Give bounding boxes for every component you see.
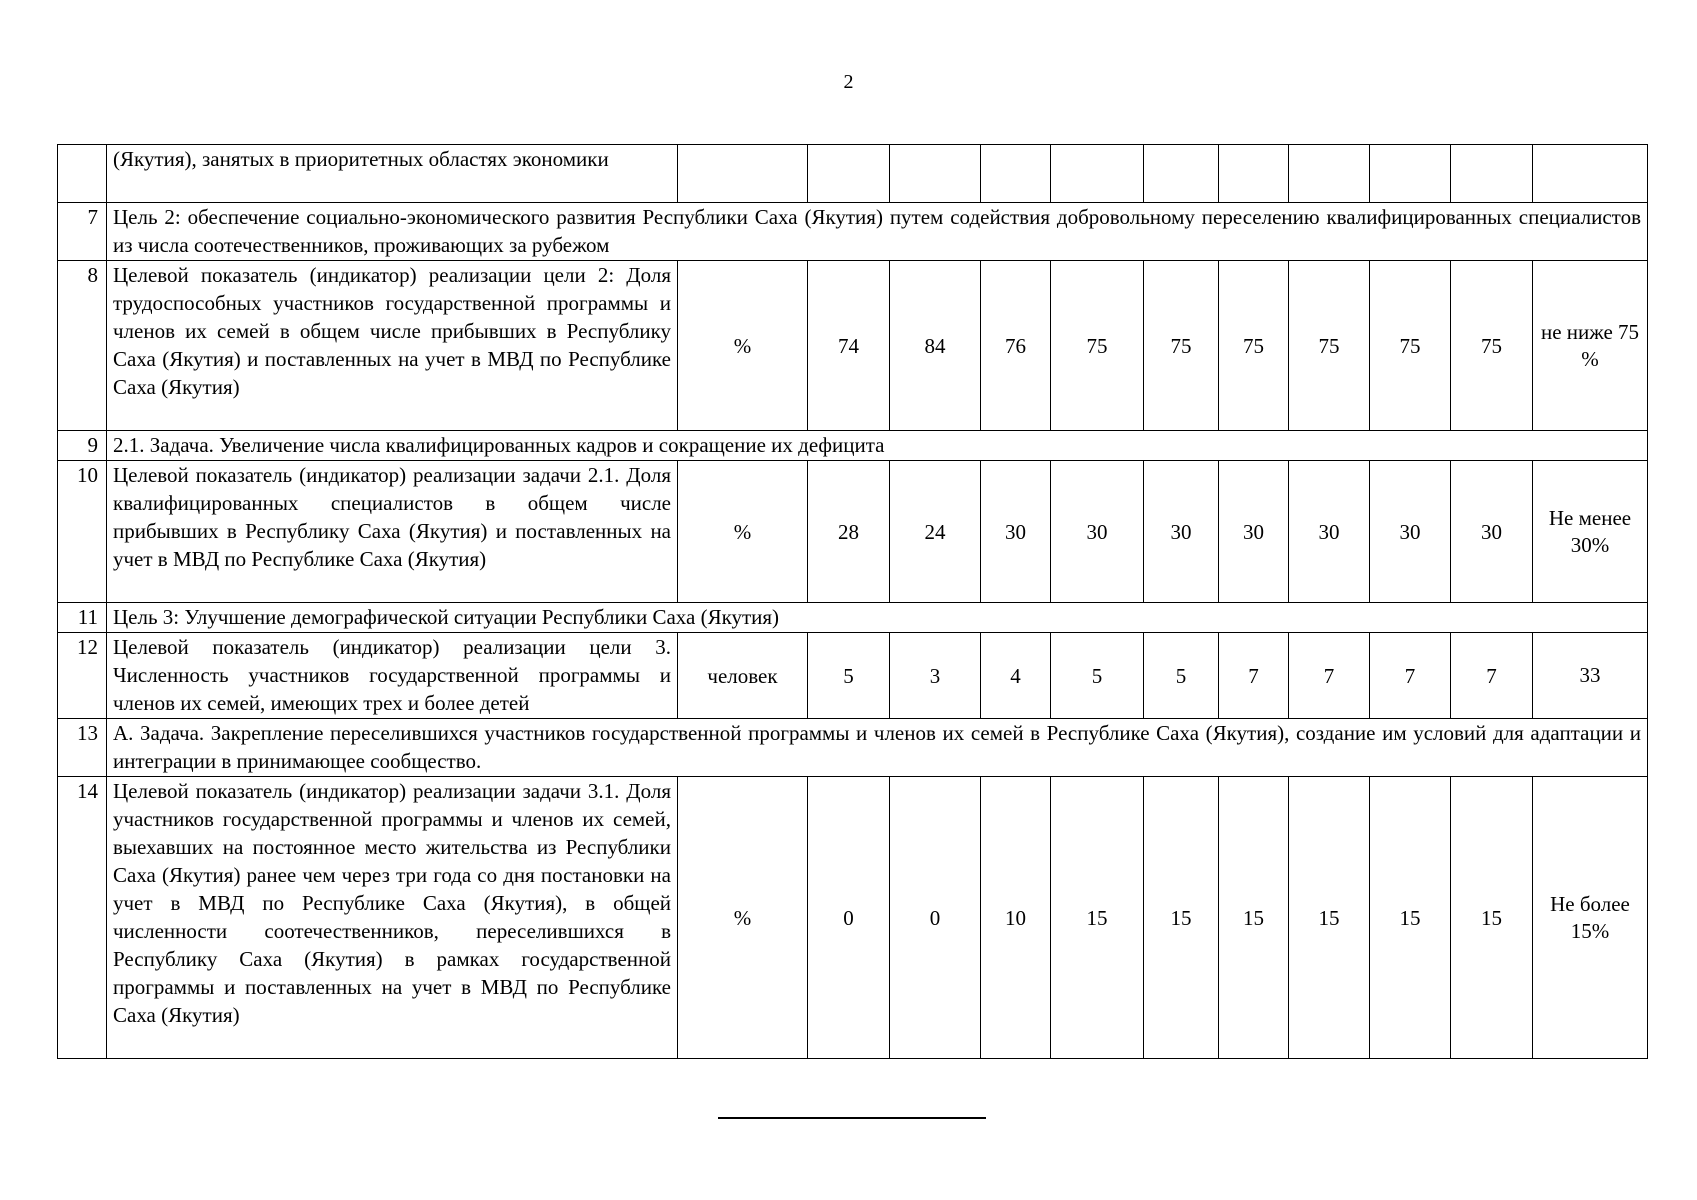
value-cell: 24 xyxy=(890,461,981,603)
total-cell: Не менее 30% xyxy=(1533,461,1648,603)
unit-cell: человек xyxy=(678,633,808,719)
row-number: 7 xyxy=(58,203,107,261)
value-cell: 30 xyxy=(1051,461,1144,603)
value-cell xyxy=(981,145,1051,203)
task-heading: А. Задача. Закрепление переселившихся участников государственной программы и членов их семей в Республике Саха (Якутия), создание им условий для адаптации и интеграции в принимающее сообщество. xyxy=(107,719,1648,777)
total-cell: Не более 15% xyxy=(1533,777,1648,1059)
table-row xyxy=(58,461,1648,603)
row-number xyxy=(58,145,107,203)
value-cell: 15 xyxy=(1289,777,1370,1059)
total-cell: не ниже 75 % xyxy=(1533,261,1648,431)
task-heading: 2.1. Задача. Увеличение числа квалифицированных кадров и сокращение их дефицита xyxy=(107,431,1648,461)
table-row xyxy=(58,603,1648,633)
table-row xyxy=(58,777,1648,1059)
value-cell: 7 xyxy=(1219,633,1289,719)
value-cell xyxy=(1289,145,1370,203)
value-cell: 84 xyxy=(890,261,981,431)
unit-cell: % xyxy=(678,461,808,603)
row-number: 11 xyxy=(58,603,107,633)
value-cell: 0 xyxy=(808,777,890,1059)
value-cell: 75 xyxy=(1219,261,1289,431)
value-cell xyxy=(1144,145,1219,203)
value-cell xyxy=(1370,145,1451,203)
table-row xyxy=(58,431,1648,461)
row-number: 12 xyxy=(58,633,107,719)
value-cell xyxy=(1451,145,1533,203)
row-number: 9 xyxy=(58,431,107,461)
value-cell: 15 xyxy=(1219,777,1289,1059)
goal-heading: Цель 3: Улучшение демографической ситуации Республики Саха (Якутия) xyxy=(107,603,1648,633)
table-row xyxy=(58,633,1648,719)
total-cell: 33 xyxy=(1533,633,1648,719)
indicator-description: Целевой показатель (индикатор) реализации задачи 3.1. Доля участников государственной программы и членов их семей, выехавших на постоянное место жительства из Республики Саха (Якутия) ранее чем через три года со дня постановки на учет в МВД по Республике Саха (Якутия), в общей численности соотечественников, переселившихся в Республику Саха (Якутия) в рамках государственной программы и поставленных на учет в МВД по Республике Саха (Якутия) xyxy=(107,777,678,1059)
row-number: 8 xyxy=(58,261,107,431)
goal-heading: Цель 2: обеспечение социально-экономического развития Республики Саха (Якутия) путем содействия добровольному переселению квалифицированных специалистов из числа соотечественников, проживающих за рубежом xyxy=(107,203,1648,261)
value-cell: 76 xyxy=(981,261,1051,431)
value-cell: 5 xyxy=(1051,633,1144,719)
table-row xyxy=(58,719,1648,777)
value-cell: 75 xyxy=(1051,261,1144,431)
value-cell: 7 xyxy=(1451,633,1533,719)
table-row xyxy=(58,203,1648,261)
value-cell: 75 xyxy=(1144,261,1219,431)
value-cell: 5 xyxy=(1144,633,1219,719)
value-cell: 30 xyxy=(981,461,1051,603)
value-cell xyxy=(1219,145,1289,203)
value-cell: 15 xyxy=(1144,777,1219,1059)
value-cell xyxy=(808,145,890,203)
value-cell: 15 xyxy=(1451,777,1533,1059)
value-cell: 30 xyxy=(1451,461,1533,603)
row-number: 13 xyxy=(58,719,107,777)
page-number: 2 xyxy=(843,71,854,93)
value-cell: 28 xyxy=(808,461,890,603)
table-row xyxy=(58,145,1648,203)
unit-cell: % xyxy=(678,777,808,1059)
value-cell: 30 xyxy=(1289,461,1370,603)
indicator-description: Целевой показатель (индикатор) реализации цели 2: Доля трудоспособных участников государственной программы и членов их семей в общем числе прибывших в Республику Саха (Якутия) и поставленных на учет в МВД по Республике Саха (Якутия) xyxy=(107,261,678,431)
value-cell: 7 xyxy=(1289,633,1370,719)
value-cell: 4 xyxy=(981,633,1051,719)
value-cell: 30 xyxy=(1370,461,1451,603)
value-cell: 75 xyxy=(1370,261,1451,431)
table-row xyxy=(58,261,1648,431)
value-cell xyxy=(890,145,981,203)
value-cell: 5 xyxy=(808,633,890,719)
value-cell: 7 xyxy=(1370,633,1451,719)
value-cell: 74 xyxy=(808,261,890,431)
indicator-description: (Якутия), занятых в приоритетных областях экономики xyxy=(107,145,678,203)
indicator-description: Целевой показатель (индикатор) реализации задачи 2.1. Доля квалифицированных специалистов в общем числе прибывших в Республику Саха (Якутия) и поставленных на учет в МВД по Республике Саха (Якутия) xyxy=(107,461,678,603)
total-cell xyxy=(1533,145,1648,203)
value-cell: 75 xyxy=(1289,261,1370,431)
row-number: 14 xyxy=(58,777,107,1059)
value-cell: 10 xyxy=(981,777,1051,1059)
value-cell: 30 xyxy=(1144,461,1219,603)
value-cell: 30 xyxy=(1219,461,1289,603)
value-cell: 0 xyxy=(890,777,981,1059)
value-cell: 15 xyxy=(1051,777,1144,1059)
footer-divider xyxy=(718,1117,986,1119)
value-cell: 3 xyxy=(890,633,981,719)
value-cell xyxy=(1051,145,1144,203)
value-cell: 15 xyxy=(1370,777,1451,1059)
unit-cell: % xyxy=(678,261,808,431)
unit-cell xyxy=(678,145,808,203)
value-cell: 75 xyxy=(1451,261,1533,431)
row-number: 10 xyxy=(58,461,107,603)
indicators-table xyxy=(57,144,1648,1059)
indicator-description: Целевой показатель (индикатор) реализации цели 3. Численность участников государственной программы и членов их семей, имеющих трех и более детей xyxy=(107,633,678,719)
